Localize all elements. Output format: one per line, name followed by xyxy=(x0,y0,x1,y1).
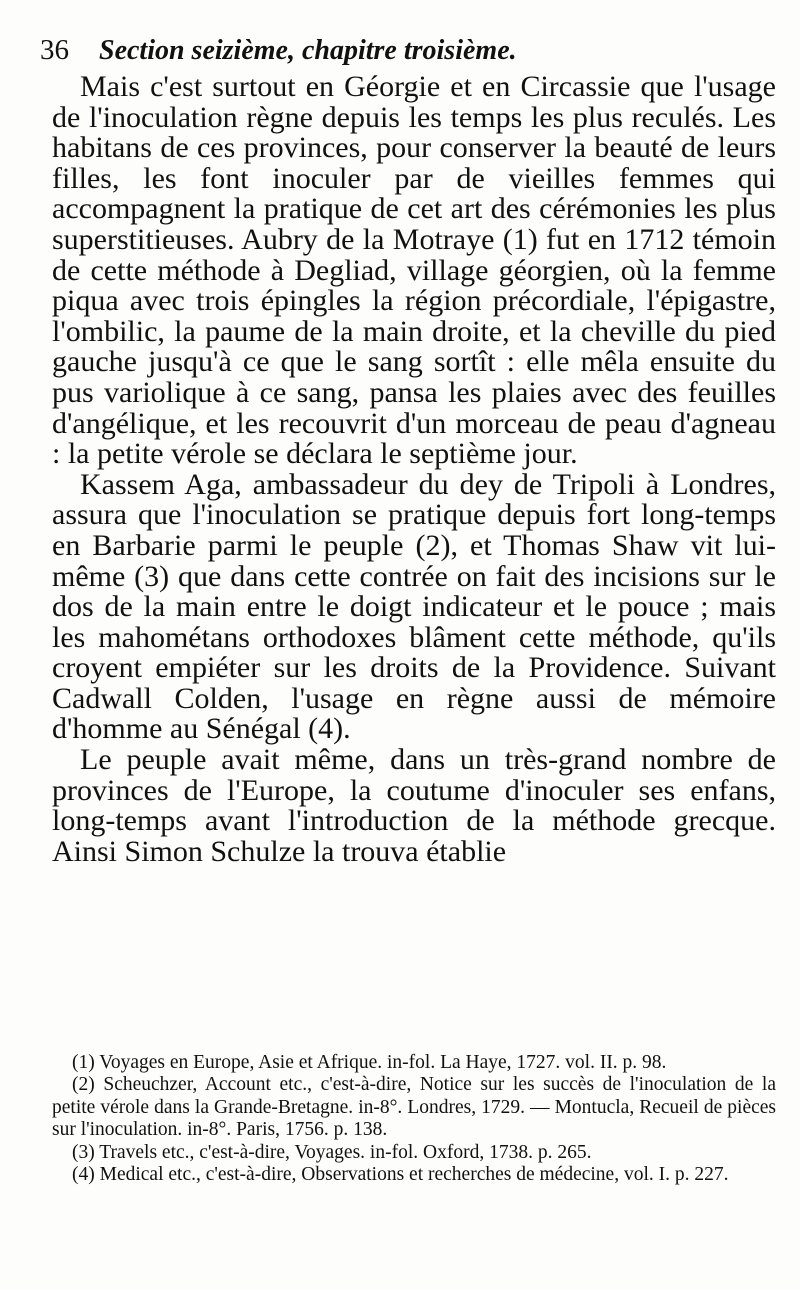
footnote-1: (1) Voyages en Europe, Asie et Afrique. in-fol. La Haye, 1727. vol. II. p. 98. xyxy=(72,1052,667,1073)
footnote-2: (2) Scheuchzer, Account etc., c'est-à-dire, Notice sur les succès de l'inoculation de la petite vérole dans la Grande-Bretagne. in-8°. Londres, 1729. — Montucla, Recueil de pièces sur l'inoculation. in-8°. Paris, 1756. p. 138. xyxy=(52,1074,776,1141)
page-header xyxy=(40,34,780,68)
page-number: 36 xyxy=(40,34,69,66)
footnote-3: (3) Travels etc., c'est-à-dire, Voyages. in-fol. Oxford, 1738. p. 265. xyxy=(72,1141,592,1163)
paragraph-georgia: Mais c'est surtout en Géorgie et en Circassie que l'usage de l'inoculation règne depuis les temps les plus reculés. Les habitans de ces provinces, pour conserver la beauté de leurs filles, les font inoculer par de vieilles femmes qui accompagnent la pratique de cet art des cérémonies les plus superstitieuses. Aubry de la Motraye (1) fut en 1712 témoin de cette méthode à Degliad, village géorgien, où la femme piqua avec trois épingles la région précordiale, l'épigastre, l'ombilic, la paume de la main droite, et la cheville du pied gauche jusqu'à ce que le sang sortît : elle mêla ensuite du pus variolique à ce sang, pansa les plaies avec des feuilles d'angélique, et les recouvrit d'un morceau de peau d'agneau : la petite vérole se déclara le septième jour. xyxy=(52,70,776,471)
body-text xyxy=(52,72,776,867)
footnotes xyxy=(52,1052,776,1186)
paragraph-europe: Le peuple avait même, dans un très-grand nombre de provinces de l'Europe, la coutume d'inoculer ses enfans, long-temps avant l'introduction de la méthode grecque. Ainsi Simon Schulze la trouva établie xyxy=(52,743,776,868)
paragraph-barbary: Kassem Aga, ambassadeur du dey de Tripoli à Londres, assura que l'inoculation se pratique depuis fort long-temps en Barbarie parmi le peuple (2), et Thomas Shaw vit lui-même (3) que dans cette contrée on fait des incisions sur le dos de la main entre le doigt indicateur et le pouce ; mais les mahométans orthodoxes blâment cette méthode, qu'ils croyent empiéter sur les droits de la Providence. Suivant Cadwall Colden, l'usage en règne aussi de mémoire d'homme au Sénégal (4). xyxy=(52,467,776,746)
footnote-4: (4) Medical etc., c'est-à-dire, Observations et recherches de médecine, vol. I. p. 227. xyxy=(72,1164,729,1186)
running-title: Section seizième, chapitre troisième. xyxy=(99,35,517,66)
